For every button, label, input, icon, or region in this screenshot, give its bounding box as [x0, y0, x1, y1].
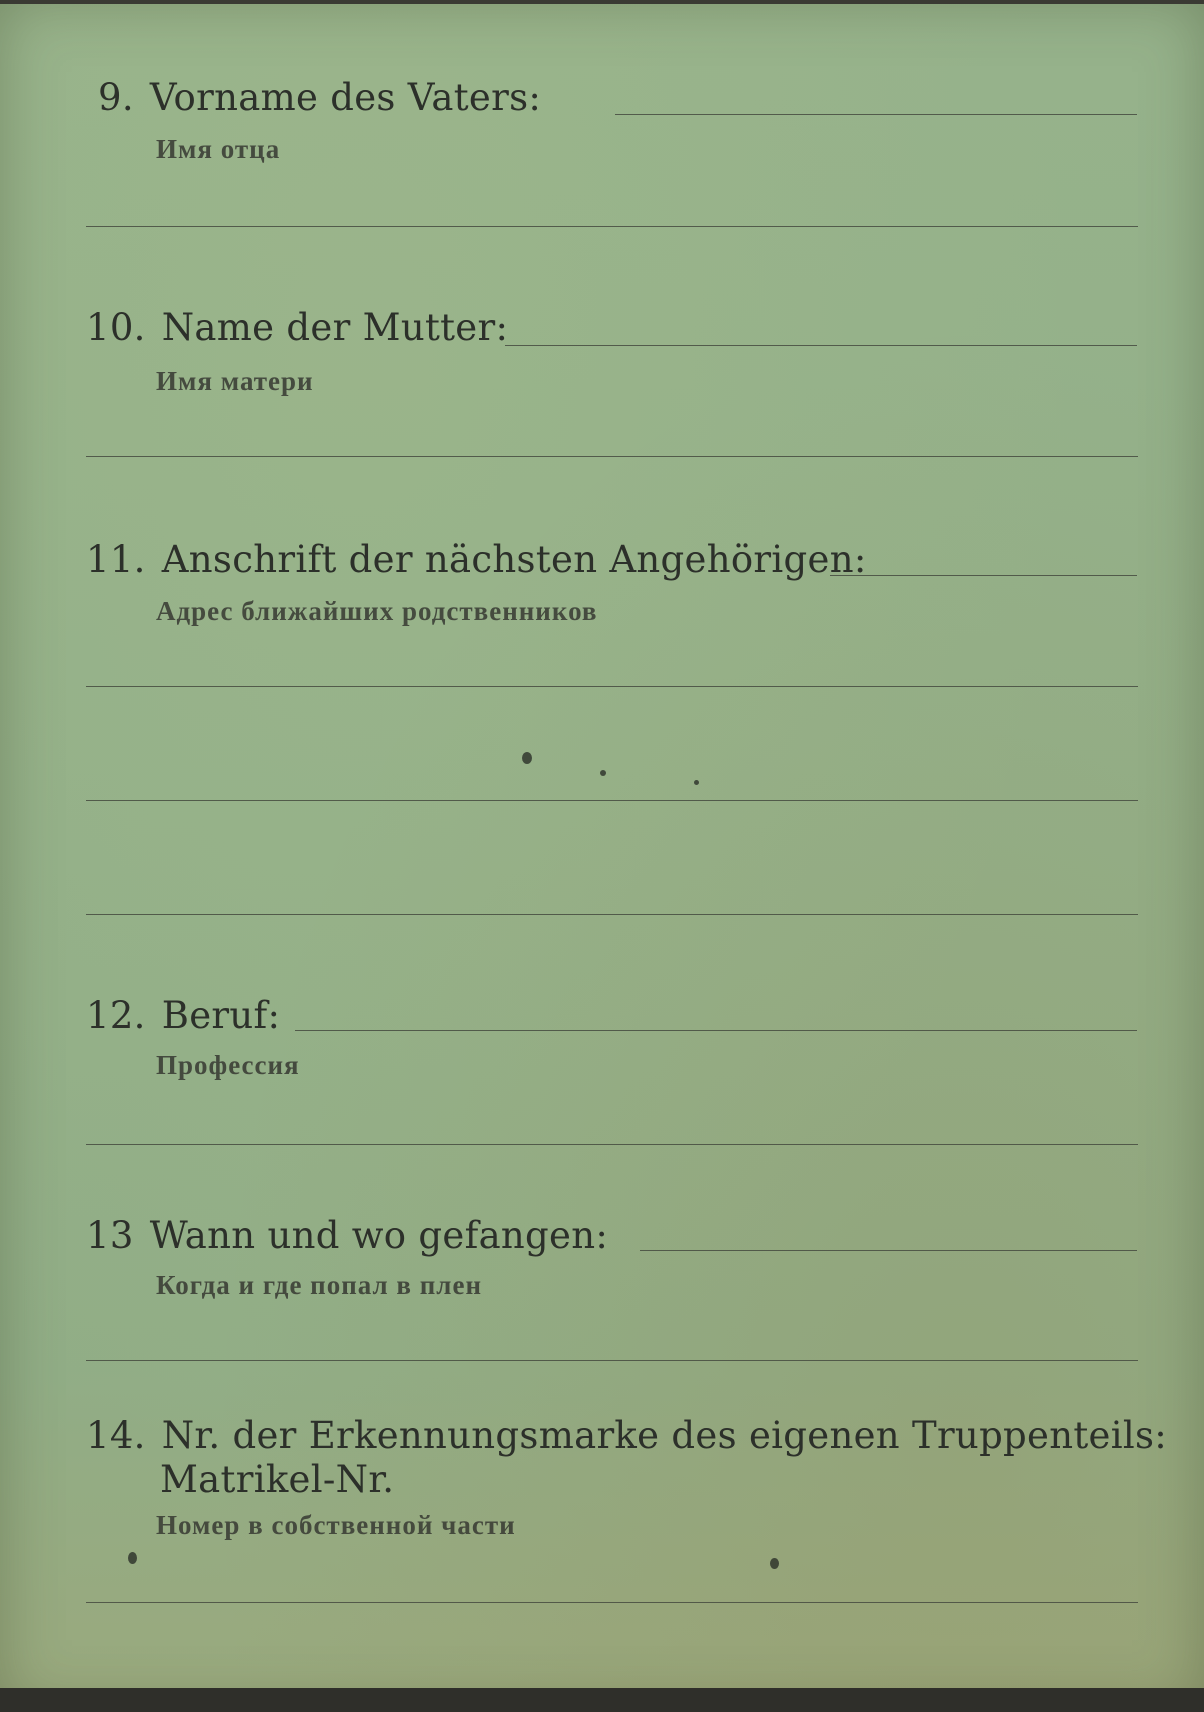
field-11-label-de	[86, 538, 867, 581]
field-13-label-ru: Когда и где попал в плен	[156, 1270, 482, 1300]
field-13-label-de-text: Wann und wo gefangen:	[149, 1214, 609, 1257]
ink-speck	[128, 1552, 137, 1564]
card-top-edge	[0, 0, 1204, 4]
field-12-answer-line[interactable]	[295, 1030, 1137, 1031]
field-11-answer-line[interactable]	[830, 575, 1137, 576]
field-13-number: 13	[86, 1214, 134, 1257]
ink-speck	[600, 770, 606, 776]
field-11-label-de-text: Anschrift der nächsten Angehörigen:	[161, 538, 867, 581]
field-14-label-ru: Номер в собственной части	[156, 1510, 516, 1540]
field-10-label-de	[86, 306, 508, 349]
field-11-extra-line-3[interactable]	[86, 914, 1138, 915]
field-10-extra-line[interactable]	[86, 456, 1138, 457]
field-14-answer-line[interactable]	[86, 1602, 1138, 1603]
field-13-answer-line[interactable]	[640, 1250, 1137, 1251]
field-9-label-de-text: Vorname des Vaters:	[149, 76, 542, 119]
field-10-label-ru: Имя матери	[156, 366, 314, 396]
field-11-number: 11.	[86, 538, 146, 581]
field-9-number: 9.	[98, 76, 134, 119]
field-14-label-de-line2: Matrikel-Nr.	[160, 1458, 395, 1501]
field-13-extra-line[interactable]	[86, 1360, 1138, 1361]
field-12-label-de	[86, 994, 280, 1037]
field-11-extra-line-2[interactable]	[86, 800, 1138, 801]
card-bottom-edge	[0, 1688, 1204, 1712]
field-12-number: 12.	[86, 994, 146, 1037]
field-12-label-de-text: Beruf:	[161, 994, 281, 1037]
field-10-answer-line[interactable]	[505, 345, 1137, 346]
field-14-label-de	[86, 1414, 1167, 1457]
field-14-label-de-text: Nr. der Erkennungsmarke des eigenen Truppenteils:	[161, 1414, 1168, 1457]
field-9-extra-line[interactable]	[86, 226, 1138, 227]
field-9-label-de	[98, 76, 541, 119]
ink-speck	[522, 752, 532, 764]
ink-speck	[694, 780, 699, 785]
field-12-label-ru: Профессия	[156, 1050, 300, 1080]
field-14-number: 14.	[86, 1414, 146, 1457]
field-9-answer-line[interactable]	[615, 114, 1137, 115]
field-11-label-ru: Адрес ближайших родственников	[156, 596, 598, 626]
field-10-number: 10.	[86, 306, 146, 349]
field-9-label-ru: Имя отца	[156, 134, 281, 164]
field-12-extra-line[interactable]	[86, 1144, 1138, 1145]
ink-speck	[770, 1558, 779, 1569]
field-11-extra-line-1[interactable]	[86, 686, 1138, 687]
field-13-label-de	[86, 1214, 608, 1257]
field-10-label-de-text: Name der Mutter:	[161, 306, 509, 349]
